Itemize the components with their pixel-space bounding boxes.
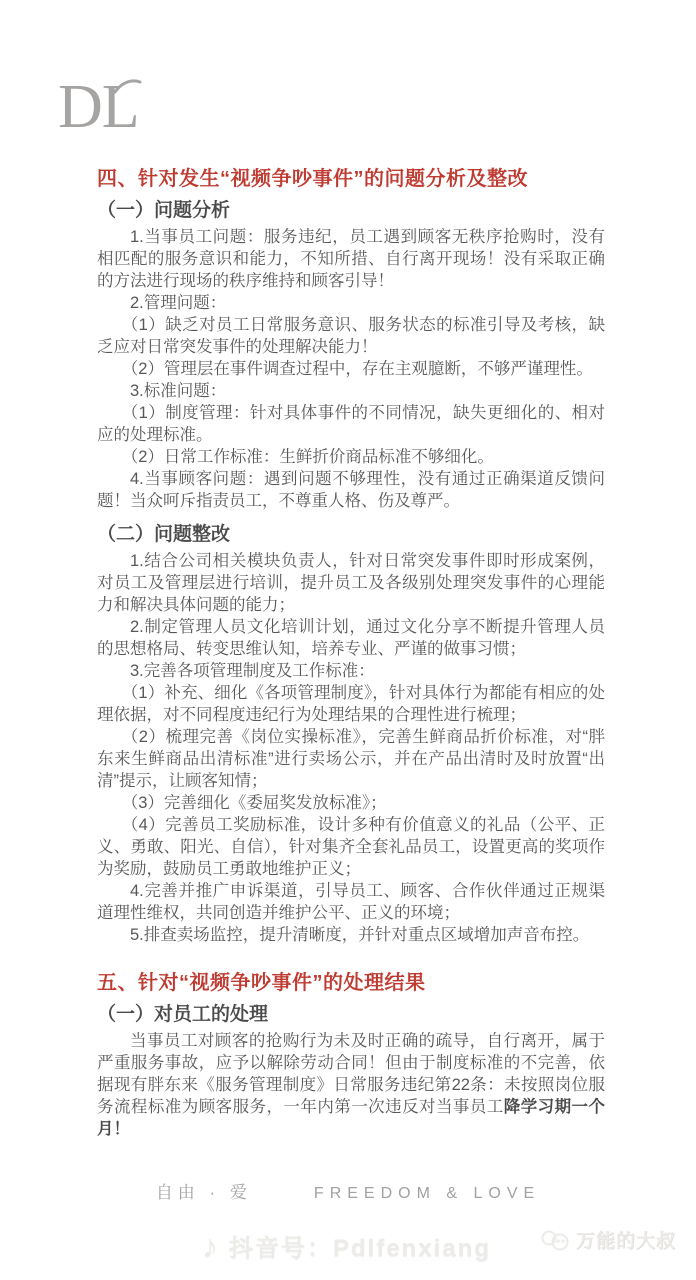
chat-face-icon	[540, 1229, 570, 1251]
slogan-chinese: 自由 · 爱	[155, 1183, 252, 1202]
paragraph: （1）补充、细化《各项管理制度》，针对具体行为都能有相应的处理依据，对不同程度违纪行为处理结果的合理性进行梳理；	[97, 684, 605, 724]
paragraph: 4.完善并推广申诉渠道，引导员工、顾客、合作伙伴通过正规渠道理性维权，共同创造并维护公平、正义的环境；	[97, 882, 605, 922]
douyin-watermark	[202, 1228, 491, 1263]
dl-logo-text: DL	[58, 73, 139, 141]
section-4-analysis-heading: （一）问题分析	[97, 200, 231, 221]
logo-accent-swoosh-icon	[113, 78, 143, 94]
paragraph: 4.当事顾客问题：遇到问题不够理性，没有通过正确渠道反馈问题！当众呵斥指责员工，不尊重人格、伤及尊严。	[97, 470, 605, 510]
paragraph-with-bold-tail	[97, 1030, 605, 1140]
section-4-rectify-heading: （二）问题整改	[97, 524, 231, 545]
paragraph: （4）完善员工奖励标准，设计多种有价值意义的礼品（公平、正义、勇敢、阳光、自信），针对集齐全套礼品员工，设置更高的奖项作为奖励，鼓励员工勇敢地维护正义；	[97, 816, 605, 878]
paragraph: 2.制定管理人员文化培训计划，通过文化分享不断提升管理人员的思想格局、转变思维认知，培养专业、严谨的做事习惯；	[97, 618, 605, 658]
paragraph: 5.排查卖场监控，提升清晰度，并针对重点区域增加声音布控。	[130, 926, 590, 944]
paragraph: 2.管理问题：	[130, 294, 227, 312]
paragraph: （1）缺乏对员工日常服务意识、服务状态的标准引导及考核，缺乏应对日常突发事件的处理解决能力！	[97, 316, 605, 356]
tiktok-note-icon: ♪	[202, 1227, 220, 1264]
dl-logo	[58, 74, 139, 140]
paragraph: （2）管理层在事件调查过程中，存在主观臆断，不够严谨理性。	[121, 360, 593, 378]
slogan-english: FREEDOM & LOVE	[313, 1185, 541, 1202]
paragraph-text: 当事员工对顾客的抢购行为未及时正确的疏导，自行离开，属于严重服务事故，应予以解除劳动合同！但由于制度标准的不完善，依据现有胖东来《服务管理制度》日常服务违纪第22条：未按照岗位服务流程标准为顾客服务，一年内第一次违反对当事员工	[97, 1032, 605, 1116]
paragraph: （1）制度管理：针对具体事件的不同情况，缺失更细化的、相对应的处理标准。	[97, 404, 605, 444]
douyin-account-label: 抖音号：Pdlfenxiang	[229, 1235, 492, 1262]
footer-slogan	[0, 1178, 696, 1203]
paragraph: （3）完善细化《委屈奖发放标准》；	[121, 794, 387, 812]
section-4-title: 四、针对发生“视频争吵事件”的问题分析及整改	[97, 168, 528, 190]
uploader-watermark	[540, 1226, 676, 1253]
section-5-title: 五、针对“视频争吵事件”的处理结果	[97, 972, 426, 994]
paragraph: 3.完善各项管理制度及工作标准：	[130, 662, 375, 680]
document-body	[97, 166, 605, 1140]
penalty-bold-text: 降学习期一个月！	[97, 1098, 606, 1138]
paragraph: （2）日常工作标准：生鲜折价商品标准不够细化。	[121, 448, 494, 466]
paragraph: 1.当事员工问题：服务违纪，员工遇到顾客无秩序抢购时，没有相匹配的服务意识和能力，不知所措、自行离开现场！没有采取正确的方法进行现场的秩序维持和顾客引导！	[97, 228, 605, 290]
paragraph: 3.标准问题：	[130, 382, 227, 400]
uploader-name-label: 万能的大叔	[576, 1231, 677, 1252]
section-5-employee-heading: （一）对员工的处理	[97, 1004, 269, 1025]
paragraph: （2）梳理完善《岗位实操标准》，完善生鲜商品折价标准，对“胖东来生鲜商品出清标准”进行卖场公示，并在产品出清时及时放置“出清”提示，让顾客知情；	[97, 728, 605, 790]
paragraph: 1.结合公司相关模块负责人，针对日常突发事件即时形成案例，对员工及管理层进行培训，提升员工及各级别处理突发事件的心理能力和解决具体问题的能力；	[97, 552, 605, 614]
